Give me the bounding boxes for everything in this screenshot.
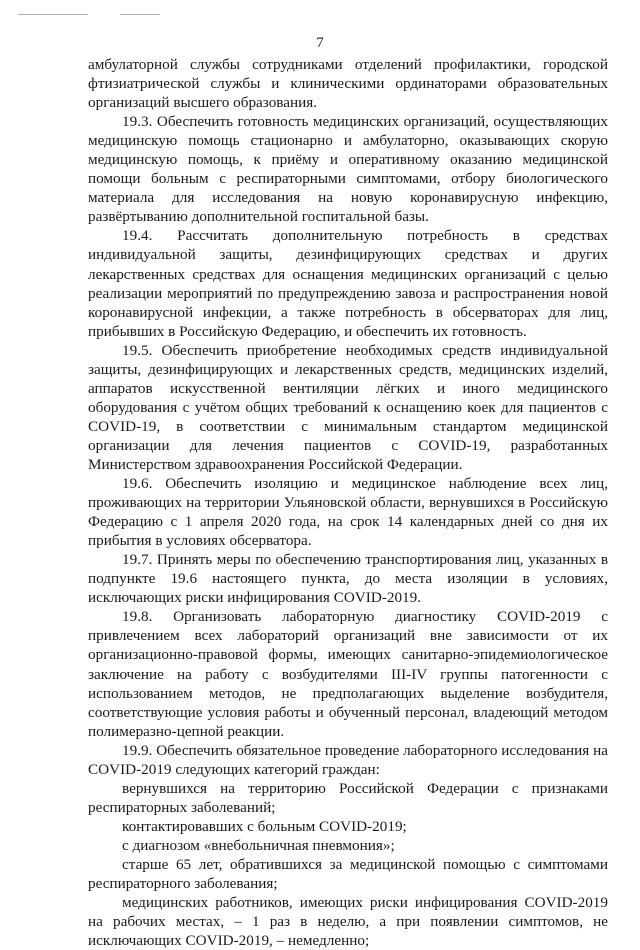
paragraph-19-3: 19.3. Обеспечить готовность медицинских организаций, осуществляющих медицинскую помощь стационарно и амбулаторно, оказывающих скорую медицинскую помощь, к приёму и оперативному оказанию медицинской помощи больным с респираторными симптомами, отбору биологического материала для исследования на новую коронавирусную инфекцию, развёртыванию дополнительной госпитальной базы. <box>88 113 608 226</box>
paragraph-19-8: 19.8. Организовать лабораторную диагностику COVID-2019 с привлечением всех лабораторий организаций вне зависимости от их организационно-правовой формы, имеющих санитарно-эпидемиологическое заключение на работу с возбудителями III-IV группы патогенности с использованием методов, не предполагающих выделение возбудителя, соответствующие условия работы и обученный персонал, владеющий методом полимеразно-цепной реакции. <box>88 608 608 740</box>
paragraph-19-5: 19.5. Обеспечить приобретение необходимых средств индивидуальной защиты, дезинфицирующих и лекарственных средств, медицинских изделий, аппаратов искусственной вентиляции лёгких и иного медицинского оборудования с учётом общих требований к оснащению коек для пациентов с COVID-19, в соответствии с минимальным стандартом медицинской организации для лечения пациентов с COVID-19, разработанных Министерством здравоохранения Российской Федерации. <box>88 341 608 473</box>
scan-artifact <box>120 14 160 15</box>
page-number: 7 <box>316 35 324 51</box>
paragraph-19-9: 19.9. Обеспечить обязательное проведение лабораторного исследования на COVID-2019 следующих категорий граждан: <box>88 741 608 778</box>
list-item: с диагнозом «внебольничная пневмония»; <box>122 836 395 854</box>
paragraph-continuation: амбулаторной службы сотрудниками отделений профилактики, городской фтизиатрической службы и клиническими ординаторами образовательных организаций высшего образования. <box>88 56 608 112</box>
list-item: медицинских работников, имеющих риски инфицирования COVID-2019 на рабочих местах, – 1 раз в неделю, а при появлении симптомов, не исключающих COVID-2019, – немедленно; <box>88 894 608 950</box>
document-body <box>88 55 608 950</box>
scan-artifact <box>18 14 88 15</box>
paragraph-19-7: 19.7. Принять меры по обеспечению транспортирования лиц, указанных в подпункте 19.6 настоящего пункта, до места изоляции в условиях, исключающих риски инфицирования COVID-2019. <box>88 551 608 607</box>
paragraph-19-6: 19.6. Обеспечить изоляцию и медицинское наблюдение всех лиц, проживающих на территории Ульяновской области, вернувшихся в Российскую Федерацию с 1 апреля 2020 года, на срок 14 календарных дней со дня их прибытия в условиях обсерватора. <box>88 475 608 550</box>
list-item: старше 65 лет, обратившихся за медицинской помощью с симптомами респираторного заболевания; <box>88 855 608 893</box>
list-item: контактировавших с больным COVID-2019; <box>122 817 407 835</box>
paragraph-19-4: 19.4. Рассчитать дополнительную потребность в средствах индивидуальной защиты, дезинфицирующих средствах и других лекарственных средствах для оснащения медицинских организаций с целью реализации мероприятий по предупреждению завоза и распространения новой коронавирусной инфекции, а также потребность в обсерваторах для лиц, прибывших в Российскую Федерацию, и обеспечить их готовность. <box>88 227 608 340</box>
list-item: вернувшихся на территорию Российской Федерации с признаками респираторных заболеваний; <box>88 779 608 816</box>
